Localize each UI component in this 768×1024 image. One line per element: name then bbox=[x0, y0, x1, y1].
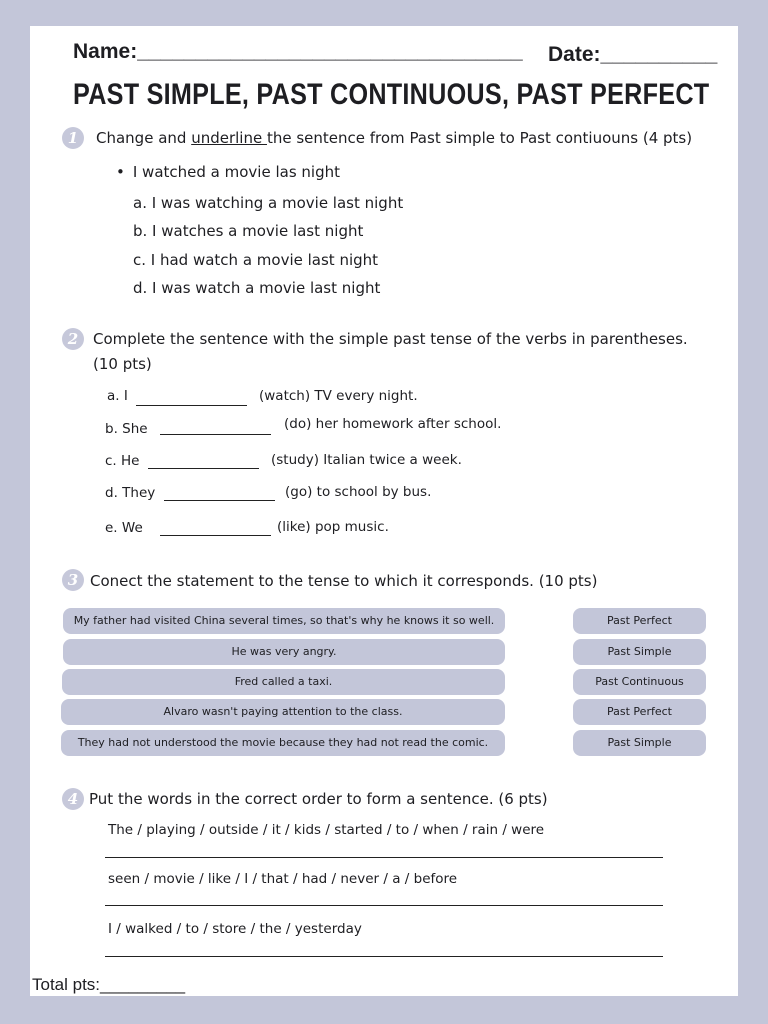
section-3-number-badge: 3 bbox=[62, 569, 84, 591]
answer-line-2[interactable] bbox=[105, 905, 663, 906]
tense-3[interactable]: Past Continuous bbox=[573, 669, 706, 695]
section-1-instruction bbox=[96, 129, 692, 147]
fill-verb-a: (watch) TV every night. bbox=[259, 388, 418, 404]
date-field[interactable] bbox=[548, 43, 717, 67]
name-label: Name: bbox=[73, 40, 138, 63]
total-points-label: Total pts: bbox=[32, 975, 101, 994]
section-1-number-badge: 1 bbox=[62, 127, 84, 149]
section-4-number-badge: 4 bbox=[62, 788, 84, 810]
fill-subject: c. He bbox=[105, 453, 140, 469]
statement-4[interactable]: Alvaro wasn't paying attention to the class. bbox=[61, 699, 505, 725]
option-d[interactable]: d. I was watch a movie last night bbox=[133, 279, 381, 297]
fill-item-b bbox=[105, 421, 148, 437]
fill-blank-b[interactable] bbox=[160, 419, 271, 435]
fill-blank-c[interactable] bbox=[148, 453, 259, 469]
word-order-prompt-3: I / walked / to / store / the / yesterday bbox=[108, 921, 362, 937]
fill-item-e bbox=[105, 520, 143, 536]
statement-3[interactable]: Fred called a taxi. bbox=[62, 669, 505, 695]
instruction-pre: Change and bbox=[96, 129, 192, 147]
statement-2[interactable]: He was very angry. bbox=[63, 639, 505, 665]
tense-5[interactable]: Past Simple bbox=[573, 730, 706, 756]
fill-verb-d: (go) to school by bus. bbox=[285, 484, 432, 500]
bullet-dot-icon: • bbox=[116, 163, 125, 181]
tense-1[interactable]: Past Perfect bbox=[573, 608, 706, 634]
section-1-bullet bbox=[116, 163, 340, 181]
section-2-instruction-line2: (10 pts) bbox=[93, 355, 152, 373]
tense-4[interactable]: Past Perfect bbox=[573, 699, 706, 725]
name-blank[interactable]: _________________________________ bbox=[137, 40, 523, 63]
instruction-underlined: underline bbox=[191, 129, 267, 147]
date-label: Date: bbox=[548, 43, 601, 66]
section-2-number-badge: 2 bbox=[62, 328, 84, 350]
fill-blank-d[interactable] bbox=[164, 485, 275, 501]
word-order-prompt-2: seen / movie / like / I / that / had / never / a / before bbox=[108, 871, 458, 887]
section-4-instruction: Put the words in the correct order to form a sentence. (6 pts) bbox=[89, 790, 548, 808]
fill-verb-c: (study) Italian twice a week. bbox=[271, 452, 462, 468]
fill-subject: a. I bbox=[107, 388, 128, 404]
fill-blank-a[interactable] bbox=[136, 390, 247, 406]
page-title: PAST SIMPLE, PAST CONTINUOUS, PAST PERFECT bbox=[73, 78, 710, 111]
word-order-prompt-1: The / playing / outside / it / kids / started / to / when / rain / were bbox=[108, 822, 545, 838]
fill-item-d bbox=[105, 485, 155, 501]
section-3-instruction: Conect the statement to the tense to which it corresponds. (10 pts) bbox=[90, 572, 598, 590]
total-points-blank[interactable]: _________ bbox=[100, 975, 186, 994]
fill-verb-e: (like) pop music. bbox=[277, 519, 389, 535]
answer-line-1[interactable] bbox=[105, 857, 663, 858]
fill-subject: e. We bbox=[105, 520, 143, 536]
statement-5[interactable]: They had not understood the movie because they had not read the comic. bbox=[61, 730, 505, 756]
option-a[interactable]: a. I was watching a movie last night bbox=[133, 194, 404, 212]
fill-item-c bbox=[105, 453, 139, 469]
statement-1[interactable]: My father had visited China several times, so that's why he knows it so well. bbox=[63, 608, 505, 634]
option-b[interactable]: b. I watches a movie last night bbox=[133, 222, 364, 240]
fill-item-a bbox=[107, 388, 128, 404]
bullet-text: I watched a movie las night bbox=[132, 163, 340, 181]
instruction-post: the sentence from Past simple to Past contiuouns (4 pts) bbox=[266, 129, 693, 147]
fill-blank-e[interactable] bbox=[160, 520, 271, 536]
fill-subject: d. They bbox=[105, 485, 156, 501]
total-points-field[interactable] bbox=[32, 975, 185, 995]
date-blank[interactable]: __________ bbox=[600, 43, 718, 66]
tense-2[interactable]: Past Simple bbox=[573, 639, 706, 665]
fill-verb-b: (do) her homework after school. bbox=[284, 416, 502, 432]
fill-subject: b. She bbox=[105, 421, 148, 437]
option-c[interactable]: c. I had watch a movie last night bbox=[133, 251, 379, 269]
answer-line-3[interactable] bbox=[105, 956, 663, 957]
name-field[interactable] bbox=[73, 40, 523, 64]
section-2-instruction-line1: Complete the sentence with the simple past tense of the verbs in parentheses. bbox=[93, 330, 688, 348]
